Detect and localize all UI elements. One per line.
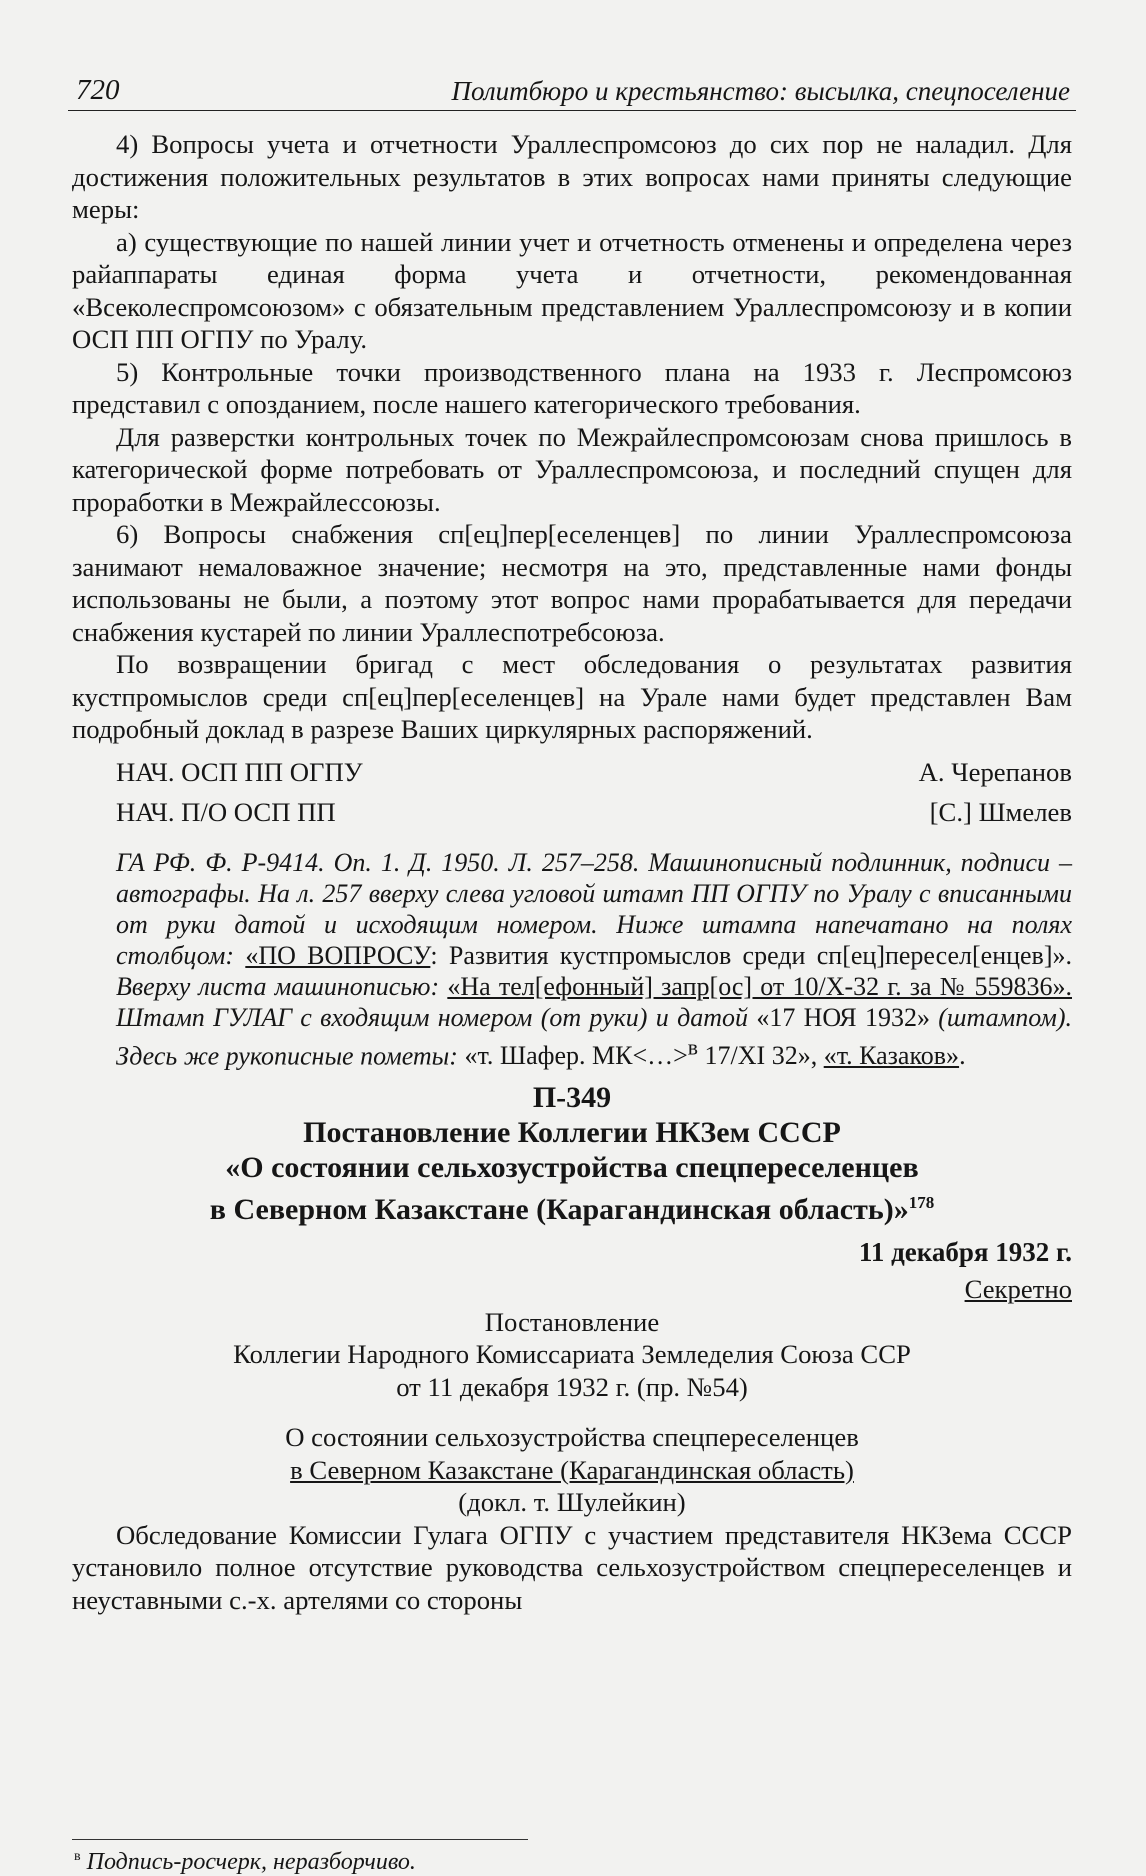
signatory-role: НАЧ. П/О ОСП ПП	[116, 797, 336, 827]
footnote-marker: в	[74, 1849, 81, 1864]
document-title-line: «О состоянии сельхозустройства спецпереселенцев	[225, 1151, 919, 1185]
document-title-text: в Северном Казакстане (Карагандинская область)»	[209, 1193, 909, 1227]
resolution-header-line: Постановление	[484, 1306, 660, 1337]
footnote-marker: в	[687, 1035, 699, 1060]
paragraph-closing: По возвращении бригад с мест обследования о результатах развития кустпромыслов среди сп[ец]пер[еселенцев] на Урале нами будет представлен Вам подробный доклад в разрезе Ваших циркулярных распоряжений.	[72, 649, 1072, 744]
page-header	[68, 70, 1076, 111]
paragraph-item-4a: а) существующие по нашей линии учет и отчетность отменены и определена через райаппараты единая форма учета и отчетности, рекомендованная «Всеколеспромсоюзом» с обязательным представлением Ураллеспромсоюзу и в копии ОСП ПП ОГПУ по Уралу.	[72, 226, 1072, 354]
source-quote: «На тел[ефонный] запр[ос] от 10/Х-32 г. за № 559836».	[447, 971, 1072, 1001]
paragraph-item-5-continued: Для разверстки контрольных точек по Межрайлеспромсоюзам снова пришлось в категорической форме потребовать от Ураллеспромсоюза, и последний спущен для проработки в Межрайлессоюзы.	[72, 421, 1072, 517]
footnote-text: Подпись-росчерк, неразборчиво.	[86, 1849, 416, 1875]
subject-line	[72, 1454, 1072, 1487]
signatory-role: НАЧ. ОСП ПП ОГПУ	[116, 756, 363, 787]
source-text: (штампом). Здесь же рукописные пометы:	[116, 1002, 1073, 1071]
resolution-subject	[72, 1421, 1072, 1519]
source-quote: «т. Казаков»	[823, 1041, 960, 1071]
resolution-header	[72, 1306, 1072, 1404]
source-quote: .	[959, 1041, 966, 1071]
paragraph-item-4: 4) Вопросы учета и отчетности Ураллеспромсоюз до сих пор не наладил. Для достижения положительных результатов в этих вопросах нами приняты следующие меры:	[72, 129, 1072, 224]
source-quote: 17/XI 32»,	[698, 1041, 824, 1071]
classification-mark: Секретно	[964, 1274, 1072, 1305]
signatory-name: А. Черепанов	[918, 756, 1072, 787]
source-quote: «17 НОЯ 1932»	[756, 1002, 930, 1032]
subject-text: в Северном Казакстане (Карагандинская область)	[290, 1454, 854, 1485]
source-quote: : Развития кустпромыслов среди сп[ец]пересел[енцев]».	[430, 940, 1072, 970]
page-number: 720	[76, 74, 120, 106]
subject-line: О состоянии сельхозустройства спецпереселенцев	[285, 1422, 859, 1453]
document-number: П-349	[532, 1081, 612, 1115]
document-title-line	[72, 1185, 1072, 1227]
resolution-header-line: от 11 декабря 1932 г. (пр. №54)	[396, 1371, 748, 1402]
document-date: 11 декабря 1932 г.	[858, 1237, 1072, 1268]
running-title: Политбюро и крестьянство: высылка, спецпоселение	[451, 76, 1070, 106]
footnote	[74, 1843, 416, 1876]
document-title-line: Постановление Коллегии НКЗем СССР	[303, 1116, 841, 1150]
document-title	[72, 1115, 1072, 1227]
source-text: Штамп ГУЛАГ с входящим номером (от руки) и датой	[116, 1002, 757, 1032]
reporter-line: (докл. т. Шулейкин)	[458, 1487, 686, 1518]
source-quote: «ПО ВОПРОСУ	[245, 940, 431, 970]
footnote-divider	[72, 1839, 528, 1840]
paragraph-item-5: 5) Контрольные точки производственного плана на 1933 г. Леспромсоюз представил с опозданием, после нашего категорического требования.	[72, 356, 1072, 419]
page-body	[72, 128, 1072, 1616]
signature-line	[72, 756, 1072, 789]
signatory-name: [С.] Шмелев	[929, 797, 1072, 827]
archival-source-note	[72, 847, 1072, 1072]
source-text: Вверху листа машинописью:	[116, 971, 448, 1001]
endnote-marker: 178	[908, 1193, 935, 1213]
signature-line	[72, 796, 1072, 829]
resolution-body-text: Обследование Комиссии Гулага ОГПУ с участием представителя НКЗема СССР установило полное отсутствие руководства сельхозустройством спецпереселенцев и неуставными с.-х. артелями со стороны	[72, 1519, 1072, 1615]
source-quote: «т. Шафер. МК<…>	[464, 1041, 688, 1071]
resolution-header-line: Коллегии Народного Комиссариата Земледелия Союза ССР	[233, 1339, 911, 1370]
paragraph-item-6: 6) Вопросы снабжения сп[ец]пер[еселенцев] по линии Ураллеспромсоюза занимают немаловажное значение; несмотря на это, представленные нами фонды использованы не были, а поэтому этот вопрос нами прорабатывается для передачи снабжения кустарей по линии Ураллеспотребсоюза.	[72, 519, 1072, 647]
source-text: ГА РФ. Ф. Р-9414. Оп. 1. Д. 1950. Л. 257–258. Машинописный подлинник, подписи – автографы. На л. 257 вверху слева угловой штамп ПП ОГПУ по Уралу с вписанными от руки датой и исходящим номером. Ниже штампа напечатано на полях столбцом:	[116, 847, 1072, 970]
